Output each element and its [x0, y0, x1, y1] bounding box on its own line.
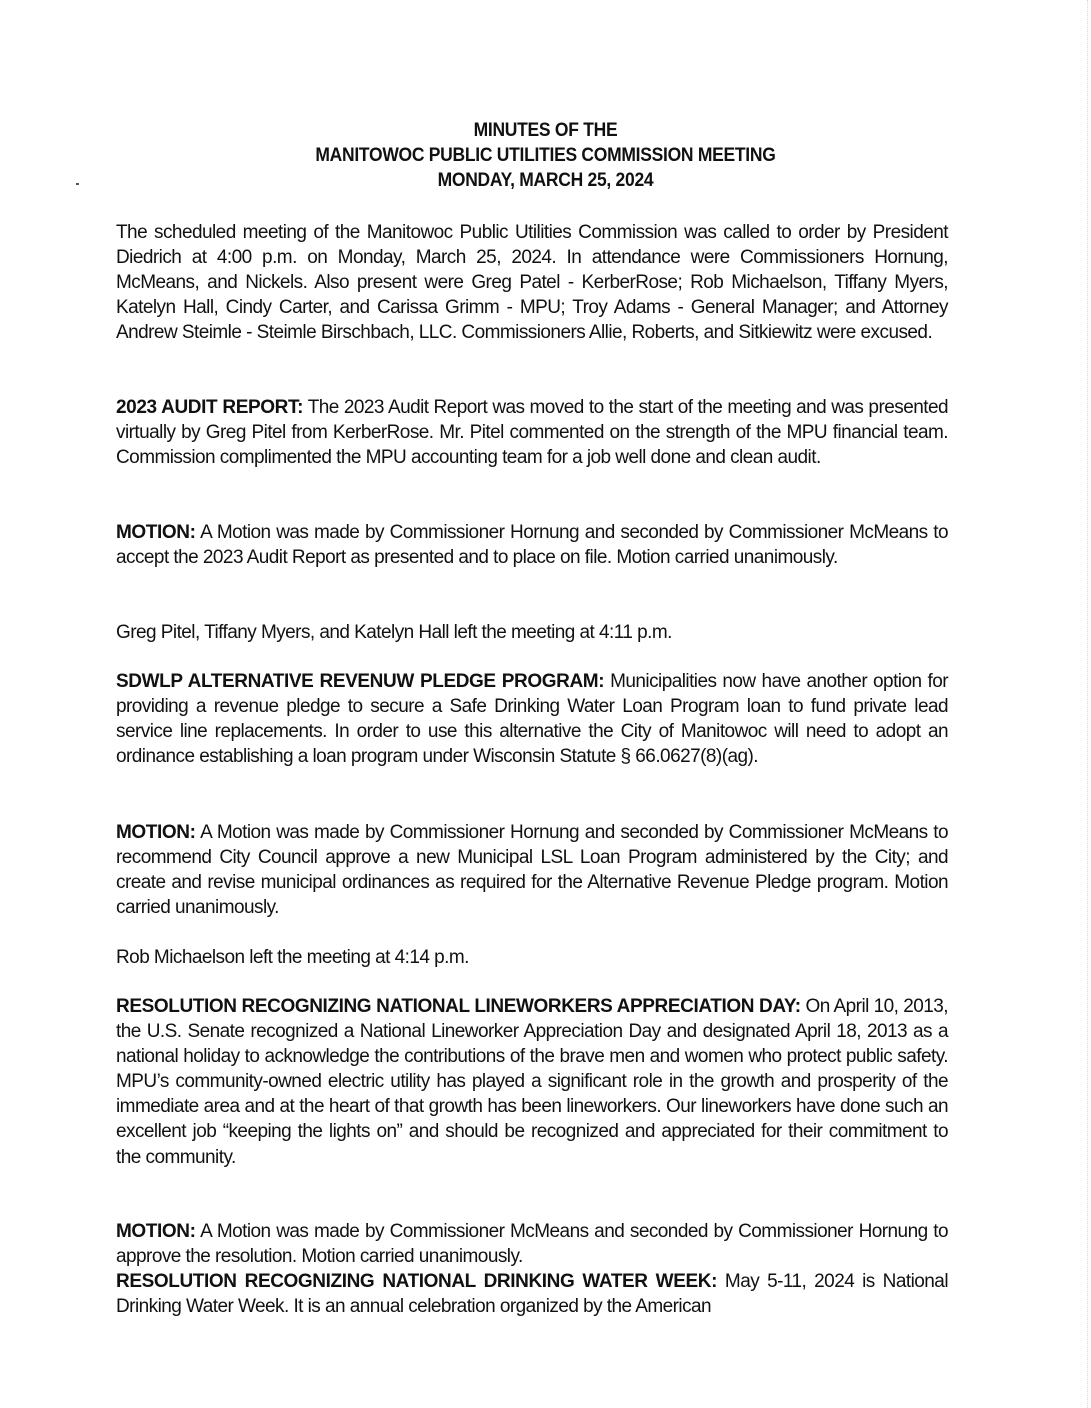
paragraph-text: A Motion was made by Commissioner Hornung and seconded by Commissioner McMeans to recommend City Council approve a new Municipal LSL Loan Program administered by the City; and create and revise municipal ordinances as required for the Alternative Revenue Pledge program. Motion carried unanimously. — [116, 822, 948, 919]
scan-speck — [76, 183, 79, 185]
paragraph-audit-report — [116, 395, 948, 470]
title-line-commission: MANITOWOC PUBLIC UTILITIES COMMISSION MEETING — [315, 145, 776, 166]
paragraph-label: RESOLUTION RECOGNIZING NATIONAL LINEWORKERS APPRECIATION DAY: — [116, 996, 801, 1017]
paragraph-text: Greg Pitel, Tiffany Myers, and Katelyn Hall left the meeting at 4:11 p.m. — [116, 622, 672, 643]
paragraph-label: 2023 AUDIT REPORT: — [116, 397, 304, 418]
paragraph-motion-resolution — [116, 1219, 948, 1269]
document-title — [44, 118, 1048, 193]
paragraph-call-to-order — [116, 220, 948, 345]
paragraph-text: The scheduled meeting of the Manitowoc Public Utilities Commission was called to order by President Diedrich at 4:00 p.m. on Monday, March 25, 2024. In attendance were Commissioners Hornung, McMeans, and Nickels. Also present were Greg Patel - KerberRose; Rob Michaelson, Tiffany Myers, Katelyn Hall, Cindy Carter, and Carissa Grimm - MPU; Troy Adams - General Manager; and Attorney Andrew Steimle - Steimle Birschbach, LLC. Commissioners Allie, Roberts, and Sitkiewitz were excused. — [116, 222, 948, 344]
paragraph-label: MOTION: — [116, 522, 196, 543]
paragraph-text: A Motion was made by Commissioner Hornung and seconded by Commissioner McMeans to accept the 2023 Audit Report as presented and to place on file. Motion carried unanimously. — [116, 522, 948, 569]
paragraph-motion-audit — [116, 520, 948, 570]
scan-edge-marks — [1085, 0, 1088, 1408]
paragraph-label: MOTION: — [116, 822, 196, 843]
paragraph-drinking-water-week — [116, 1269, 948, 1319]
paragraph-text: A Motion was made by Commissioner McMeans and seconded by Commissioner Hornung to approve the resolution. Motion carried unanimously. — [116, 1221, 948, 1268]
paragraph-sdwlp-program — [116, 669, 948, 769]
paragraph-lineworkers-resolution — [116, 994, 948, 1170]
title-line-minutes-of: MINUTES OF THE — [473, 120, 618, 141]
paragraph-left-meeting-414 — [116, 945, 948, 970]
paragraph-label: RESOLUTION RECOGNIZING NATIONAL DRINKING WATER WEEK: — [116, 1271, 718, 1292]
paragraph-text: The 2023 Audit Report was moved to the start of the meeting and was presented virtually by Greg Pitel from KerberRose. Mr. Pitel commented on the strength of the MPU financial team. Commission complimented the MPU accounting team for a job well done and clean audit. — [116, 397, 948, 469]
paragraph-label: SDWLP ALTERNATIVE REVENUW PLEDGE PROGRAM: — [116, 671, 605, 692]
paragraph-text: On April 10, 2013, the U.S. Senate recognized a National Lineworker Appreciation Day and designated April 18, 2013 as a national holiday to acknowledge the contributions of the brave men and women who protect public safety. MPU’s community-owned electric utility has played a significant role in the growth and prosperity of the immediate area and at the heart of that growth has been lineworkers. Our lineworkers have done such an excellent job “keeping the lights on” and should be recognized and appreciated for their commitment to the community. — [116, 996, 948, 1168]
paragraph-label: MOTION: — [116, 1221, 196, 1242]
paragraph-motion-lsl-loan — [116, 820, 948, 920]
paragraph-text: Municipalities now have another option for providing a revenue pledge to secure a Safe Drinking Water Loan Program loan to fund private lead service line replacements. In order to use this alternative the City of Manitowoc will need to adopt an ordinance establishing a loan program under Wisconsin Statute § 66.0627(8)(ag). — [116, 671, 948, 768]
paragraph-text: May 5-11, 2024 is National Drinking Water Week. It is an annual celebration organized by the American — [116, 1271, 948, 1318]
title-line-date: MONDAY, MARCH 25, 2024 — [437, 170, 654, 191]
paragraph-text: Rob Michaelson left the meeting at 4:14 p.m. — [116, 947, 469, 968]
paragraph-left-meeting-411 — [116, 620, 948, 645]
